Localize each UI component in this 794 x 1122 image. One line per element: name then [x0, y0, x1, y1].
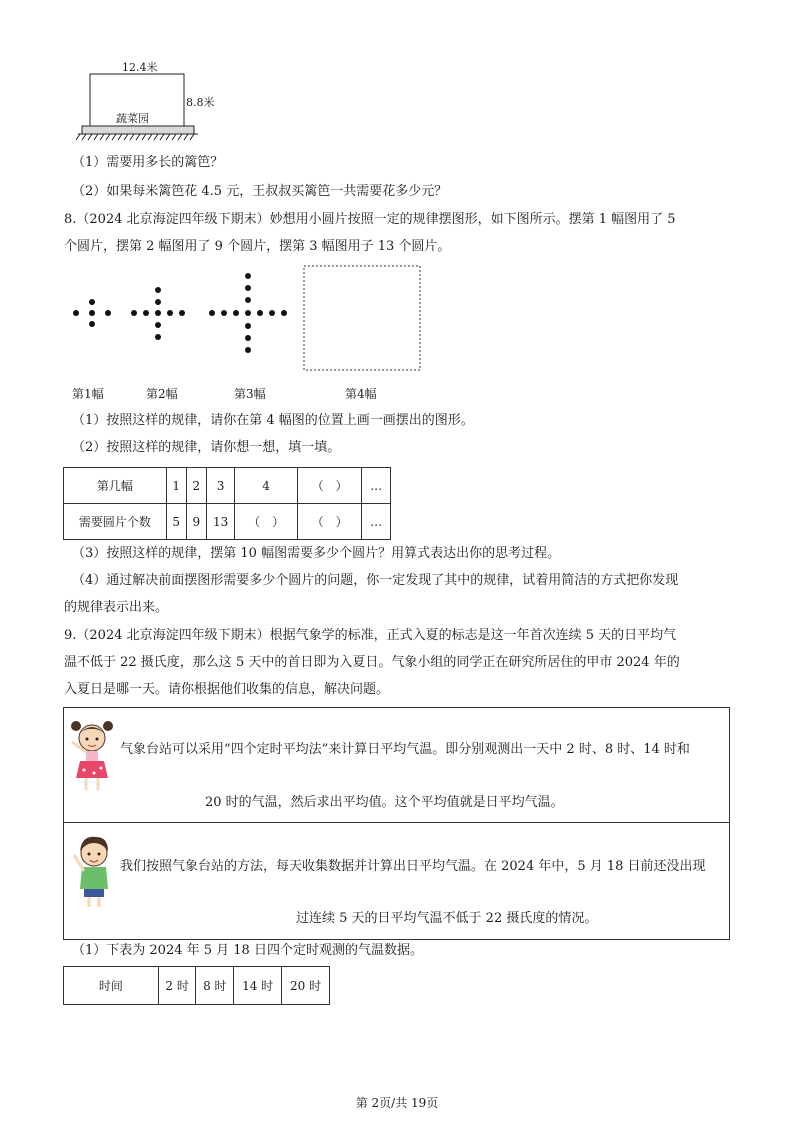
- greenhouse-figure: [74, 58, 224, 148]
- table-cell: 1: [166, 468, 186, 504]
- info-box-boy: [63, 822, 730, 940]
- blank-cell[interactable]: （ ）: [235, 504, 297, 540]
- q9-intro-line3: 入夏日是哪一天。请你根据他们收集的信息，解决问题。: [64, 682, 390, 697]
- q9-intro-line1: 9.（2024 北京海淀四年级下期末）根据气象学的标准，正式入夏的标志是这一年首次连续 5 天的日平均气: [64, 628, 677, 643]
- figure-1: [73, 299, 111, 327]
- table-cell: 2: [186, 468, 206, 504]
- greenhouse-height-label: 8.8米: [186, 96, 215, 109]
- table-row: [64, 504, 391, 540]
- q8-intro-line2: 个圆片，摆第 2 幅图用了 9 个圆片，摆第 3 幅图用子 13 个圆片。: [64, 239, 451, 254]
- table-header-cell: 8 时: [196, 967, 234, 1005]
- q8-intro-line1: 8.（2024 北京海淀四年级下期末）妙想用小圆片按照一定的规律摆图形，如下图所示。摆第 1 幅图用了 5: [64, 212, 676, 227]
- greenhouse-width-label: 12.4米: [122, 61, 158, 74]
- box2-line1: 我们按照气象台站的方法，每天收集数据并计算出日平均气温。在 2024 年中，5 月 18 日前还没出现: [120, 859, 706, 874]
- blank-cell[interactable]: （ ）: [297, 468, 362, 504]
- box1-line1: 气象台站可以采用“四个定时平均法”来计算日平均气温。即分别观测出一天中 2 时、8 时、14 时和: [120, 742, 690, 757]
- q8-sub3: （3）按照这样的规律，摆第 10 幅图需要多少个圆片？用算式表达出你的思考过程。: [72, 546, 561, 561]
- q8-sub4-line1: （4）通过解决前面摆图形需要多少个圆片的问题，你一定发现了其中的规律，试着用简洁的方式把你发现: [72, 573, 679, 588]
- q8-sub2: （2）按照这样的规律，请你想一想，填一填。: [72, 440, 341, 455]
- table-header-cell: 时间: [64, 967, 159, 1005]
- table-header-cell: 2 时: [158, 967, 196, 1005]
- table-cell: …: [362, 468, 391, 504]
- q9-temperature-table: [63, 966, 330, 1005]
- table-cell: 第几幅: [64, 468, 167, 504]
- table-cell: 3: [206, 468, 235, 504]
- greenhouse-inside-label: 蔬菜园: [116, 112, 149, 125]
- q8-pattern-table: [63, 467, 391, 540]
- page-footer: 第 2页/共 19页: [355, 1096, 439, 1110]
- boy-avatar-icon: [70, 831, 120, 911]
- q8-sub4-line2: 的规律表示出来。: [64, 600, 169, 615]
- table-cell: 13: [206, 504, 235, 540]
- table-cell: 4: [235, 468, 297, 504]
- info-box-girl: [63, 707, 730, 823]
- figure-2: [131, 287, 185, 340]
- box1-line2: 20 时的气温，然后求出平均值。这个平均值就是日平均气温。: [205, 795, 564, 810]
- table-header-cell: 20 时: [282, 967, 330, 1005]
- table-row: [64, 468, 391, 504]
- figure-label-2: 第2幅: [146, 387, 178, 401]
- q7-sub2: （2）如果每米篱笆花 4.5 元，王叔叔买篱笆一共需要花多少元？: [72, 184, 448, 199]
- q8-dot-figures: [60, 262, 430, 384]
- girl-avatar-icon: [68, 716, 118, 796]
- table-header-cell: 14 时: [234, 967, 282, 1005]
- q7-sub1: （1）需要用多长的篱笆？: [72, 155, 224, 170]
- table-cell: 5: [166, 504, 186, 540]
- table-cell: 9: [186, 504, 206, 540]
- q8-sub1: （1）按照这样的规律，请你在第 4 幅图的位置上画一画摆出的图形。: [72, 413, 474, 428]
- figure-3: [209, 273, 287, 353]
- table-row: [64, 967, 330, 1005]
- figure-label-1: 第1幅: [72, 387, 104, 401]
- figure-label-3: 第3幅: [234, 387, 266, 401]
- box2-line2: 过连续 5 天的日平均气温不低于 22 摄氏度的情况。: [296, 911, 598, 926]
- figure-label-4: 第4幅: [345, 387, 377, 401]
- figure-4-placeholder[interactable]: [304, 266, 420, 370]
- table-cell: 需要圆片个数: [64, 504, 167, 540]
- q9-sub1: （1）下表为 2024 年 5 月 18 日四个定时观测的气温数据。: [72, 943, 423, 958]
- blank-cell[interactable]: （ ）: [297, 504, 362, 540]
- q9-intro-line2: 温不低于 22 摄氏度，那么这 5 天中的首日即为入夏日。气象小组的同学正在研究所居住的甲市 2024 年的: [64, 655, 680, 670]
- table-cell: …: [362, 504, 391, 540]
